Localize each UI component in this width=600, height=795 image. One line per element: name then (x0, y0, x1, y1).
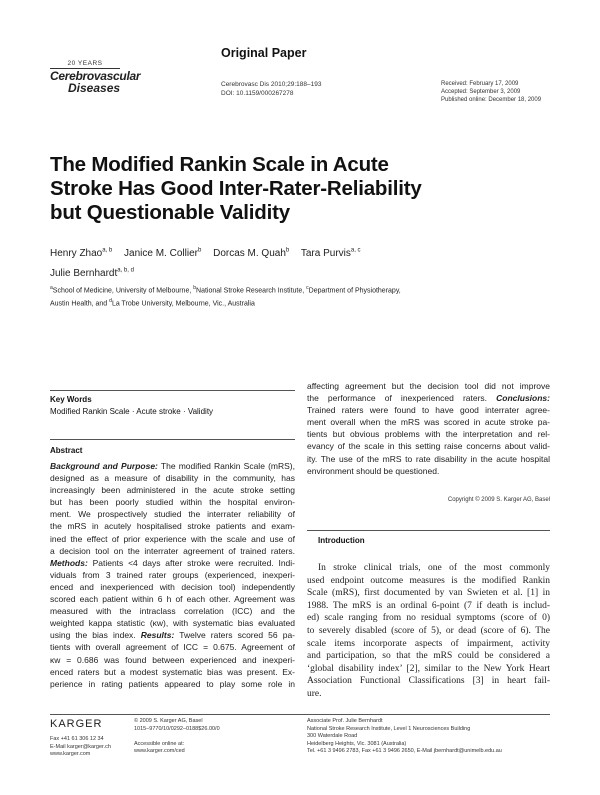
publisher-logo: KARGER (50, 718, 103, 730)
intro-line: Association Functional Classifications [3] in heart fail- (307, 676, 550, 687)
affiliations: $^a$School of Medicine, University of Melbourne, $^b$National Stroke Research Institute, $^c$Department of Physiotherapy, Austin Health, and $^d$La Trobe University, Melbourne, Vic., Australia (50, 285, 401, 308)
intro-line: ed) scale ranging from no residual symptoms (score of 0) (307, 613, 550, 624)
received-date: Received: February 17, 2009 (441, 81, 519, 87)
abstract-line: scored each patient within 6 h of each other. Agreement was (50, 594, 295, 605)
published-date: Published online: December 18, 2009 (441, 97, 542, 104)
introduction-text (307, 562, 550, 701)
correspondence (307, 718, 502, 756)
abstract-line: enced raters but a modest systematic bias was present. Ex- (50, 666, 295, 677)
title-line: The Modified Rankin Scale in Acute (50, 153, 389, 176)
intro-line: to severely disabled (score of 5), or dead (score of 6). The (307, 625, 550, 636)
footer-rule (50, 714, 550, 715)
website-link[interactable]: www.karger.com (50, 751, 91, 758)
copyright: Copyright © 2009 S. Karger AG, Basel (447, 497, 550, 503)
abstract-line: designed as a measure of disability in the community, has (50, 473, 295, 484)
logo-years: 20 YEARS (67, 60, 103, 67)
abstract-line: Trained raters were found to have good interrater agree- (307, 405, 550, 416)
abstract-line: the performance of inexperienced raters. Conclusions: (307, 393, 550, 404)
keywords-text: Modified Rankin Scale · Acute stroke · Validity (50, 407, 214, 416)
author: Dorcas M. Quah$^b$ (213, 248, 290, 260)
article-dates (441, 80, 541, 105)
author: Janice M. Collier$^b$ (124, 248, 202, 260)
author: Henry Zhao$^{a, b}$ (50, 248, 113, 260)
correspondence-name: Associate Prof. Julie Bernhardt (307, 718, 383, 724)
abstract-line: κw = 0.686 was found between experienced and inexperi- (50, 654, 295, 665)
abstract-line: tients with overall agreement of ICC = 0.675. Agreement of (50, 642, 295, 653)
abstract-line: increasingly been administered in the acute stroke setting (50, 485, 295, 496)
abstract-line: ity. The use of the mRS to rate disability in the acute hospital (307, 453, 550, 464)
accepted-date: Accepted: September 3, 2009 (441, 89, 521, 96)
author: Tara Purvis$^{a, c}$ (300, 248, 361, 260)
journal-link[interactable]: www.karger.com/ced (134, 748, 185, 755)
abstract-line: a decision tool on the interrater agreement of trained raters. (50, 545, 295, 556)
logo-title-line2: Diseases (68, 81, 121, 95)
abstract-left-column (50, 460, 295, 690)
intro-line: used endpoint outcome measures is the modified Rankin (307, 575, 550, 586)
abstract-line: the mRS in acutely hospitalised stroke patients and exam- (50, 521, 295, 532)
introduction-heading: Introduction (318, 536, 365, 545)
intro-line: ure. (307, 688, 322, 699)
abstract-line: measured with the intraclass correlation (ICC) and the (50, 606, 295, 617)
footer-copyright: © 2009 S. Karger AG, Basel (134, 718, 203, 724)
intro-line: scale items incorporate aspects of impairment, activity (307, 638, 550, 649)
spacer (134, 733, 220, 741)
author: Julie Bernhardt$^{a, b, d}$ (50, 267, 134, 279)
article-title (50, 153, 490, 225)
citation: Cerebrovasc Dis 2010;29:188–193 (221, 81, 322, 88)
issn: 1015–9770/10/0292–0188$26.00/0 (134, 725, 220, 732)
intro-line: Scale (mRS), first documented by van Swieten et al. [1] in (307, 588, 550, 599)
abstract-line: but has been poorly studied within the hospital environ- (50, 497, 295, 508)
intro-line: ‘global disability index’ [2], similar to the New York Heart (307, 663, 550, 674)
keywords-rule (50, 390, 295, 391)
publication-info (221, 80, 321, 98)
keywords-heading: Key Words (50, 395, 92, 404)
abstract-line: weighted kappa statistic (κw), with systematic bias evaluated (50, 618, 295, 629)
accessible-label: Accessible online at: (134, 740, 185, 747)
publisher-contact (50, 736, 111, 759)
email-link[interactable]: E-Mail karger@karger.ch (50, 743, 111, 750)
intro-rule (307, 530, 550, 531)
abstract-line: ment. We prospectively studied the interrater reliability of (50, 509, 295, 520)
logo-title-line1: Cerebrovascular (50, 69, 141, 83)
abstract-rule (50, 439, 295, 440)
abstract-line: ined the effect of prior experience with the scale and use of (50, 533, 295, 544)
abstract-right-column (307, 380, 550, 477)
correspondence-contact[interactable]: Tel. +61 3 9496 2783, Fax +61 3 9496 2650, E-Mail jbernhardt@unimelb.edu.au (307, 748, 502, 755)
paper-type: Original Paper (221, 46, 307, 60)
title-line: but Questionable Validity (50, 201, 290, 224)
intro-line: and participation, so that the mRS could be considered a (307, 651, 550, 662)
intro-line: 1988. The mRS is an ordinal 6-point (7 if death is includ- (307, 600, 550, 611)
fax: Fax +41 61 306 12 34 (50, 736, 104, 742)
abstract-line: using the bias index. Results: Twelve raters scored 56 pa- (50, 630, 295, 641)
copyright-info (134, 718, 220, 756)
abstract-line: environment should be questioned. (307, 465, 440, 476)
journal-logo (50, 60, 150, 94)
doi[interactable]: DOI: 10.1159/000267278 (221, 90, 294, 97)
abstract-heading: Abstract (50, 446, 83, 455)
abstract-line: perience in rating patients appeared to play some role in (50, 678, 295, 689)
correspondence-institute: National Stroke Research Institute, Level 1 Neurosciences Building (307, 725, 471, 732)
title-line: Stroke Has Good Inter-Rater-Reliability (50, 177, 422, 200)
abstract-line: affecting agreement but the decision tool did not improve (307, 381, 550, 391)
author-list (50, 243, 370, 282)
abstract-line: viduals from 3 trained rater groups (experienced, inexperi- (50, 569, 295, 580)
abstract-line: Background and Purpose: The modified Rankin Scale (mRS), (50, 461, 295, 471)
abstract-line: Methods: Patients <4 days after stroke were recruited. Indi- (50, 557, 295, 568)
correspondence-street: 300 Waterdale Road (307, 733, 358, 740)
intro-line: In stroke clinical trials, one of the most commonly (318, 563, 550, 573)
abstract-line: tients but obvious problems with the interpretation and rel- (307, 429, 550, 440)
abstract-line: enced and inexperienced with decision tool) independently (50, 581, 295, 592)
abstract-line: evancy of the scale in this setting raise concerns about valid- (307, 441, 550, 452)
correspondence-city: Heidelberg Heights, Vic. 3081 (Australia) (307, 740, 407, 747)
abstract-line: ment overall when the mRS was scored in acute stroke pa- (307, 417, 550, 428)
